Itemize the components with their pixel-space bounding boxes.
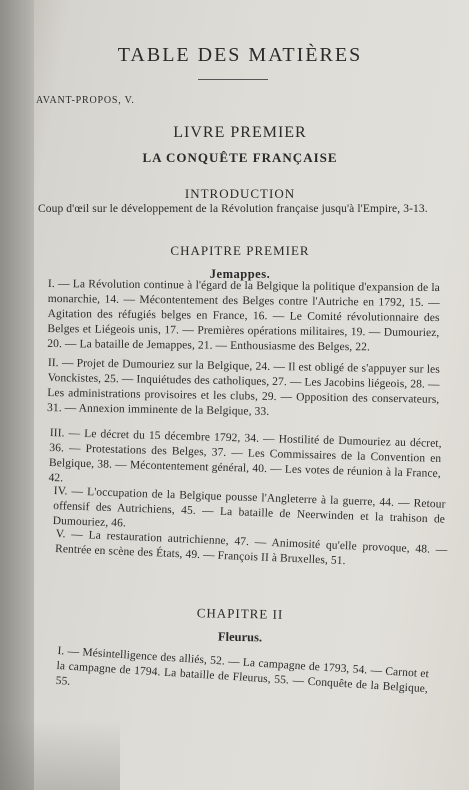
avant-propos-entry: AVANT-PROPOS, V. — [36, 95, 135, 106]
toc-entry: I. — Mésintelligence des alliés, 52. — La campagne de 1793, 54. — Carnot et la campagne de 1794. La bataille de Fleurus, 55. — Conquête de la Belgique, 55. — [55, 644, 430, 696]
introduction-heading: INTRODUCTION — [184, 186, 296, 201]
toc-entry: V. — La restauration autrichienne, 47. — Animosité qu'elle provoque, 48. — Rentrée en scène des États, 49. — François II à Bruxelles, 51. — [54, 527, 448, 568]
chapitre-ii-heading: CHAPITRE II — [196, 605, 284, 622]
page-corner-shadow — [0, 720, 120, 790]
part-title: LA CONQUÊTE FRANÇAISE — [142, 150, 338, 165]
toc-entry: IV. — L'occupation de la Belgique pousse l'Angleterre à la guerre, 44. — Retour offensif des Autrichiens, 45. — La bataille de Neerwinden et la trahison de Dumouriez, 46. — [52, 484, 446, 530]
chapitre-ii-subtitle: Fleurus. — [217, 629, 263, 645]
toc-entry: II. — Projet de Dumouriez sur la Belgique, 24. — Il est obligé de s'appuyer sur les Vonckistes, 25. — Inquiétudes des catholiques, 27. — Les Jacobins liégeois, 28. — Les administrations provisoires et les clubs, 29. — Opposition des conservateurs, 31. — Annexion imminente de la Belgique, 33. — [46, 356, 440, 418]
introduction-text: Coup d'œil sur le développement de la Révolution française jusqu'à l'Empire, 3-13. — [38, 203, 428, 215]
page-gutter-shadow — [0, 0, 34, 790]
chapitre-premier-subtitle: Jemappes. — [209, 267, 271, 281]
chapitre-premier-heading: CHAPITRE PREMIER — [170, 243, 310, 258]
toc-title: TABLE DES MATIÈRES — [117, 44, 363, 66]
title-rule — [198, 79, 268, 80]
toc-entry: I. — La Révolution continue à l'égard de la Belgique la politique d'expansion de la monarchie, 14. — Mécontentement des Belges contre l'Autriche en 1792, 15. — Agitation des réfugiés belges en France, 16. — Le Comité révolutionnaire des Belges et Liégeois unis, 17. — Premières opérations militaires, 19. — Dumouriez, 20. — La bataille de Jemappes, 21. — Enthousiasme des Belges, 22. — [47, 277, 440, 354]
livre-heading: LIVRE PREMIER — [173, 124, 307, 141]
toc-entry: III. — Le décret du 15 décembre 1792, 34. — Hostilité de Dumouriez au décret, 36. — Protestations des Belges, 37. — Les Commissaires de la Convention en Belgique, 38. — Mécontentement général, 40. — Les votes de réunion à la France, 42. — [48, 426, 442, 485]
